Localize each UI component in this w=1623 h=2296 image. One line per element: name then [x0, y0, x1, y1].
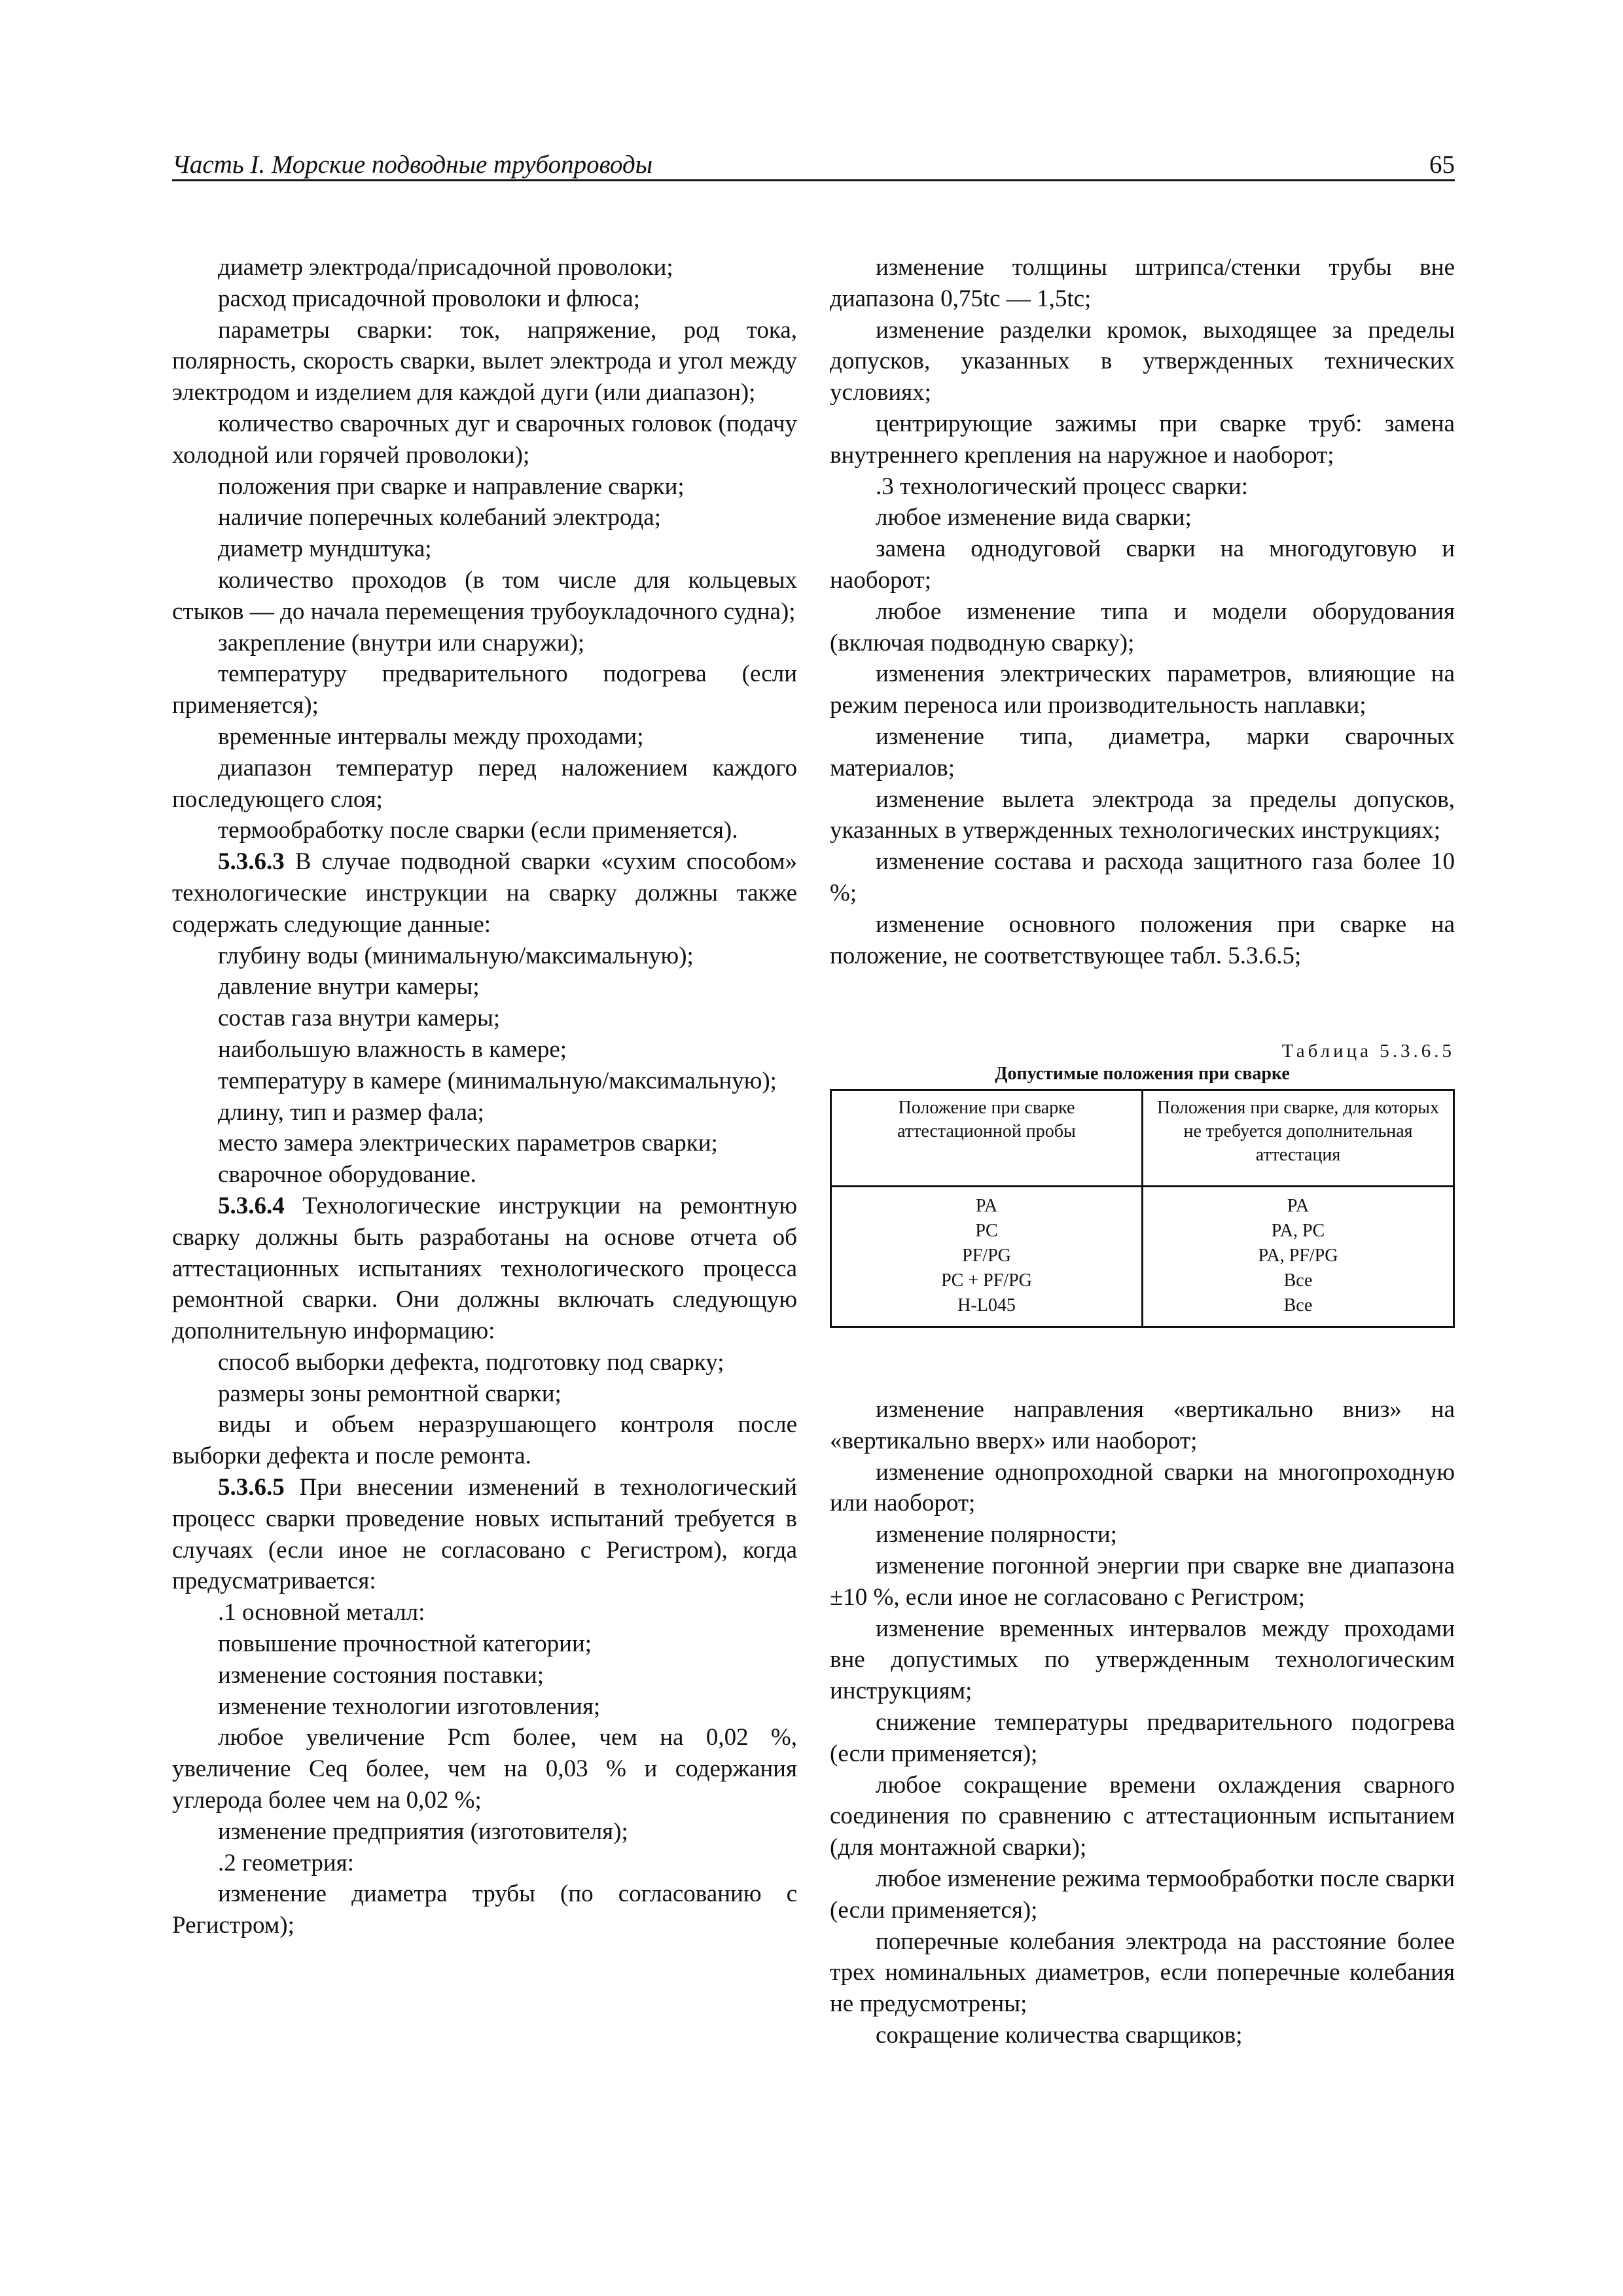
paragraph	[172, 408, 797, 471]
paragraph	[830, 1394, 1455, 1457]
paragraph	[172, 1128, 797, 1159]
right-column-bottom	[830, 1394, 1455, 2051]
paragraph	[172, 628, 797, 659]
table-cell-value: PC + PF/PG	[941, 1270, 1032, 1291]
paragraph-text: температуру предварительного подогрева (если применяется);	[172, 660, 797, 719]
paragraph-text: .3 технологический процесс сварки:	[876, 473, 1248, 500]
paragraph-text: .1 основной металл:	[218, 1599, 425, 1626]
paragraph-text: длину, тип и размер фала;	[218, 1098, 484, 1126]
table-header-cell: Положение при сварке аттестационной пробы	[831, 1090, 1143, 1187]
paragraph	[830, 909, 1455, 972]
paragraph-text: сварочное оборудование.	[218, 1161, 476, 1189]
table-header-row	[831, 1090, 1454, 1187]
paragraph	[172, 565, 797, 628]
paragraph	[172, 1597, 797, 1628]
paragraph-text: Технологические инструкции на ремонтную сварку должны быть разработаны на основе отчета об аттестационных испытаниях технологического процесса ремонтной сварки. Они должны включать следующую дополнительную информацию:	[172, 1192, 798, 1345]
table-cell-value: PC	[975, 1221, 998, 1241]
table-cell-value: Все	[1283, 1295, 1313, 1316]
paragraph-text: изменение толщины штрипса/стенки трубы вне диапазона 0,75tc — 1,5tc;	[830, 254, 1455, 312]
paragraph	[172, 1097, 797, 1128]
header-rule	[172, 179, 1455, 181]
paragraph	[172, 533, 797, 565]
paragraph-text: снижение температуры предварительного подогрева (если применяется);	[830, 1708, 1455, 1767]
paragraph-text: изменение диаметра трубы (по согласованию с Регистром);	[172, 1880, 797, 1939]
paragraph	[830, 846, 1455, 909]
table-row	[831, 1187, 1454, 1327]
paragraph	[172, 1159, 797, 1191]
paragraph	[830, 1770, 1455, 1863]
paragraph	[830, 1926, 1455, 2020]
paragraph	[830, 1519, 1455, 1551]
paragraph	[172, 1722, 797, 1816]
left-column	[172, 252, 797, 1941]
paragraph	[172, 1378, 797, 1410]
paragraph	[830, 1707, 1455, 1770]
paragraph-text: изменение состава и расхода защитного газа более 10 %;	[830, 848, 1455, 906]
paragraph	[172, 941, 797, 972]
paragraph-text: место замера электрических параметров сварки;	[218, 1130, 718, 1157]
paragraph	[172, 1628, 797, 1660]
paragraph	[172, 1816, 797, 1848]
section-number: 5.3.6.5	[218, 1474, 285, 1501]
table-cell-value: PA	[975, 1196, 998, 1216]
paragraph	[172, 1848, 797, 1879]
paragraph-text: диаметр электрода/присадочной проволоки;	[218, 254, 673, 281]
paragraph-text: температуру в камере (минимальную/максимальную);	[218, 1067, 777, 1094]
paragraph-text: любое изменение вида сварки;	[876, 504, 1192, 531]
table-cell-col2	[1143, 1187, 1454, 1327]
paragraph	[172, 1660, 797, 1691]
paragraph-text: замена однодуговой сварки на многодуговую и наоборот;	[830, 535, 1455, 594]
paragraph-text: диаметр мундштука;	[218, 535, 432, 563]
paragraph-text: изменение типа, диаметра, марки сварочных материалов;	[830, 723, 1455, 781]
page-number: 65	[1429, 151, 1455, 179]
table-header-cell: Положения при сварке, для которых не требуется дополнительная аттестация	[1143, 1090, 1454, 1187]
paragraph-text: изменение технологии изготовления;	[218, 1693, 601, 1720]
paragraph	[830, 1613, 1455, 1707]
paragraph	[830, 721, 1455, 784]
paragraph	[172, 1878, 797, 1941]
paragraph	[830, 1457, 1455, 1520]
paragraph-text: изменение состояния поставки;	[218, 1661, 544, 1689]
paragraph	[172, 1066, 797, 1097]
paragraph	[172, 721, 797, 753]
paragraph	[172, 658, 797, 721]
paragraph-text: изменения электрических параметров, влияющие на режим переноса или производительность наплавки;	[830, 660, 1455, 719]
paragraph	[830, 315, 1455, 408]
paragraph	[172, 1003, 797, 1034]
paragraph-text: В случае подводной сварки «сухим способом» технологические инструкции на сварку должны также содержать следующие данные:	[172, 848, 798, 938]
table-cell-value: H-L045	[957, 1295, 1016, 1316]
paragraph	[830, 471, 1455, 503]
paragraph-text: любое изменение типа и модели оборудования (включая подводную сварку);	[830, 598, 1455, 656]
paragraph-text: расход присадочной проволоки и флюса;	[218, 285, 640, 312]
paragraph	[172, 1691, 797, 1723]
table-cell-value: PA, PF/PG	[1258, 1246, 1338, 1266]
paragraph	[172, 283, 797, 315]
table-cell-value: PA	[1287, 1196, 1310, 1216]
paragraph	[172, 971, 797, 1003]
table-block	[830, 1039, 1455, 1328]
paragraph-text: любое увеличение Pcm более, чем на 0,02 %, увеличение Ceq более, чем на 0,03 % и содержания углерода более чем на 0,02 %;	[172, 1724, 797, 1814]
paragraph-text: термообработку после сварки (если применяется).	[218, 817, 738, 844]
paragraph-text: .2 геометрия:	[218, 1849, 354, 1876]
paragraph-text: изменение погонной энергии при сварке вне диапазона ±10 %, если иное не согласовано с Регистром;	[830, 1552, 1455, 1611]
paragraph	[172, 815, 797, 846]
paragraph-text: способ выборки дефекта, подготовку под сварку;	[218, 1348, 724, 1376]
paragraph	[172, 502, 797, 533]
table-title: Допустимые положения при сварке	[995, 1064, 1290, 1084]
paragraph-text: закрепление (внутри или снаружи);	[218, 629, 585, 656]
paragraph-text: давление внутри камеры;	[218, 973, 480, 1001]
paragraph-text: изменение предприятия (изготовителя);	[218, 1818, 628, 1845]
paragraph-text: сокращение количества сварщиков;	[876, 2021, 1243, 2049]
paragraph	[172, 315, 797, 408]
paragraph	[830, 784, 1455, 847]
paragraph	[830, 502, 1455, 533]
paragraph-text: изменение однопроходной сварки на многопроходную или наоборот;	[830, 1458, 1455, 1517]
table-number: Таблица 5.3.6.5	[1281, 1041, 1455, 1062]
paragraph	[830, 533, 1455, 596]
paragraph	[830, 408, 1455, 471]
paragraph-text: изменение разделки кромок, выходящее за пределы допусков, указанных в утвержденных технических условиях;	[830, 316, 1455, 406]
table-cell-value: PA, PC	[1271, 1221, 1325, 1241]
paragraph	[172, 252, 797, 283]
paragraph-text: изменение вылета электрода за пределы допусков, указанных в утвержденных технологических инструкциях;	[830, 785, 1455, 844]
paragraph-text: любое изменение режима термообработки после сварки (если применяется);	[830, 1865, 1455, 1924]
paragraph-text: изменение полярности;	[876, 1521, 1117, 1549]
paragraph-text: временные интервалы между проходами;	[218, 723, 644, 750]
paragraph-text: параметры сварки: ток, напряжение, род тока, полярность, скорость сварки, вылет электрода и угол между электродом и изделием для каждой дуги (или диапазон);	[172, 316, 797, 406]
paragraph-text: любое сокращение времени охлаждения сварного соединения по сравнению с аттестационным испытанием (для монтажной сварки);	[830, 1771, 1455, 1861]
paragraph-text: При внесении изменений в технологический процесс сварки проведение новых испытаний требуется в случаях (если иное не согласовано с Регистром), когда предусматривается:	[172, 1474, 798, 1595]
paragraph	[830, 252, 1455, 315]
paragraph	[830, 2020, 1455, 2051]
paragraph	[172, 1409, 797, 1472]
paragraph	[172, 1191, 797, 1347]
paragraph	[830, 1551, 1455, 1613]
paragraph	[830, 1863, 1455, 1926]
paragraph-text: размеры зоны ремонтной сварки;	[218, 1380, 562, 1407]
paragraph-text: количество проходов (в том числе для кольцевых стыков — до начала перемещения трубоукладочного судна);	[172, 566, 797, 625]
paragraph	[172, 471, 797, 503]
running-title: Часть I. Морские подводные трубопроводы	[172, 151, 653, 179]
paragraph-text: диапазон температур перед наложением каждого последующего слоя;	[172, 754, 797, 813]
table-cell-value: Все	[1283, 1270, 1313, 1291]
paragraph-text: состав газа внутри камеры;	[218, 1005, 501, 1032]
paragraph	[172, 1034, 797, 1066]
paragraph-text: изменение направления «вертикально вниз» на «вертикально вверх» или наоборот;	[830, 1396, 1455, 1454]
paragraph-text: наличие поперечных колебаний электрода;	[218, 504, 662, 531]
paragraph-text: изменение временных интервалов между проходами вне допустимых по утвержденным технологическим инструкциям;	[830, 1615, 1455, 1705]
paragraph-text: изменение основного положения при сварке на положение, не соответствующее табл. 5.3.6.5;	[830, 910, 1455, 969]
paragraph	[830, 596, 1455, 659]
paragraph	[172, 1347, 797, 1378]
paragraph-text: виды и объем неразрушающего контроля после выборки дефекта и после ремонта.	[172, 1411, 797, 1470]
section-number: 5.3.6.3	[218, 848, 285, 876]
paragraph	[172, 753, 797, 816]
right-column-top	[830, 252, 1455, 971]
paragraph-text: количество сварочных дуг и сварочных головок (подачу холодной или горячей проволоки);	[172, 410, 797, 469]
positions-table	[830, 1089, 1455, 1328]
paragraph	[172, 846, 797, 940]
paragraph-text: поперечные колебания электрода на расстояние более трех номинальных диаметров, если поперечные колебания не предусмотрены;	[830, 1928, 1455, 2018]
table-cell-col1	[831, 1187, 1143, 1327]
page-header	[172, 149, 1455, 181]
section-number: 5.3.6.4	[218, 1192, 285, 1219]
paragraph-text: наибольшую влажность в камере;	[218, 1035, 567, 1063]
paragraph-text: центрирующие зажимы при сварке труб: замена внутреннего крепления на наружное и наоборот;	[830, 410, 1455, 469]
table-cell-value: PF/PG	[962, 1246, 1011, 1266]
paragraph	[830, 658, 1455, 721]
paragraph-text: глубину воды (минимальную/максимальную);	[218, 942, 694, 969]
paragraph-text: повышение прочностной категории;	[218, 1630, 592, 1658]
paragraph-text: положения при сварке и направление сварки;	[218, 473, 685, 500]
paragraph	[172, 1472, 797, 1597]
